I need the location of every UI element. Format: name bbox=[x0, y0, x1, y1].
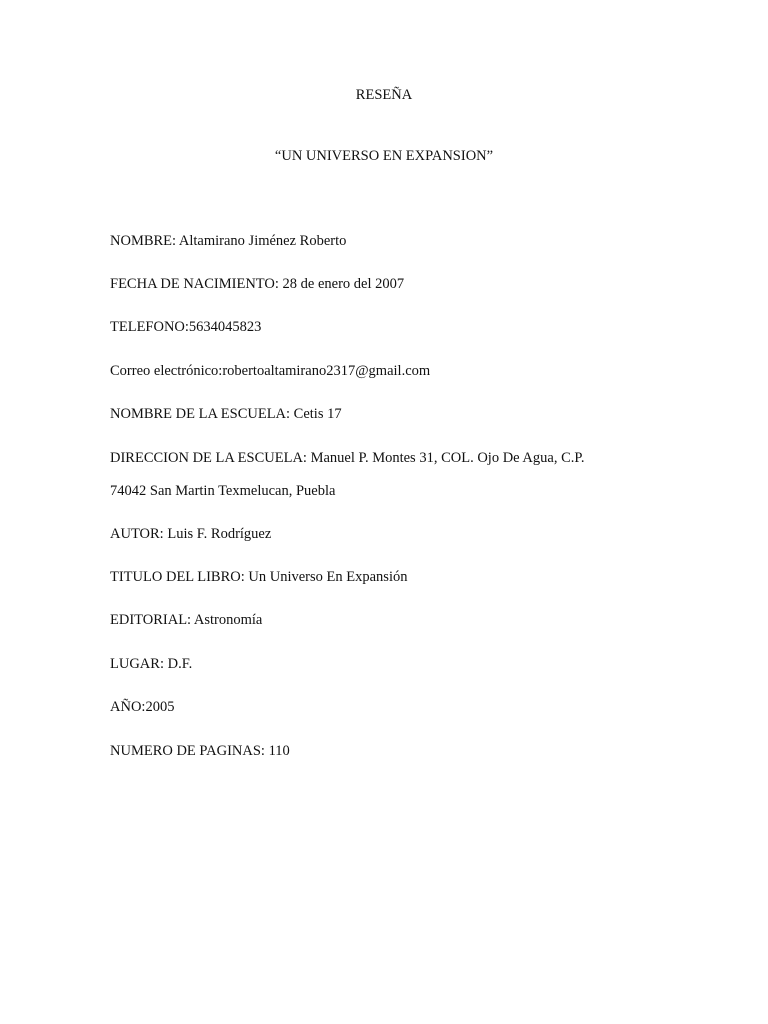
phone: TELEFONO:5634045823 bbox=[110, 319, 262, 335]
book-author: AUTOR: Luis F. Rodríguez bbox=[110, 526, 272, 542]
document-heading: RESEÑA bbox=[355, 87, 413, 103]
school-name: NOMBRE DE LA ESCUELA: Cetis 17 bbox=[110, 406, 342, 422]
year: AÑO:2005 bbox=[110, 699, 175, 715]
student-name: NOMBRE: Altamirano Jiménez Roberto bbox=[110, 233, 347, 249]
place: LUGAR: D.F. bbox=[110, 656, 193, 672]
school-address-line-2: 74042 San Martin Texmelucan, Puebla bbox=[110, 483, 336, 499]
school-address-line-1: DIRECCION DE LA ESCUELA: Manuel P. Montes 31, COL. Ojo De Agua, C.P. bbox=[110, 450, 585, 466]
book-title: TITULO DEL LIBRO: Un Universo En Expansión bbox=[110, 569, 408, 585]
email: Correo electrónico:robertoaltamirano2317@gmail.com bbox=[110, 363, 431, 379]
page-count: NUMERO DE PAGINAS: 110 bbox=[110, 743, 290, 759]
publisher: EDITORIAL: Astronomía bbox=[110, 612, 263, 628]
document-subheading: “UN UNIVERSO EN EXPANSION” bbox=[274, 148, 494, 164]
birth-date: FECHA DE NACIMIENTO: 28 de enero del 2007 bbox=[110, 276, 405, 292]
